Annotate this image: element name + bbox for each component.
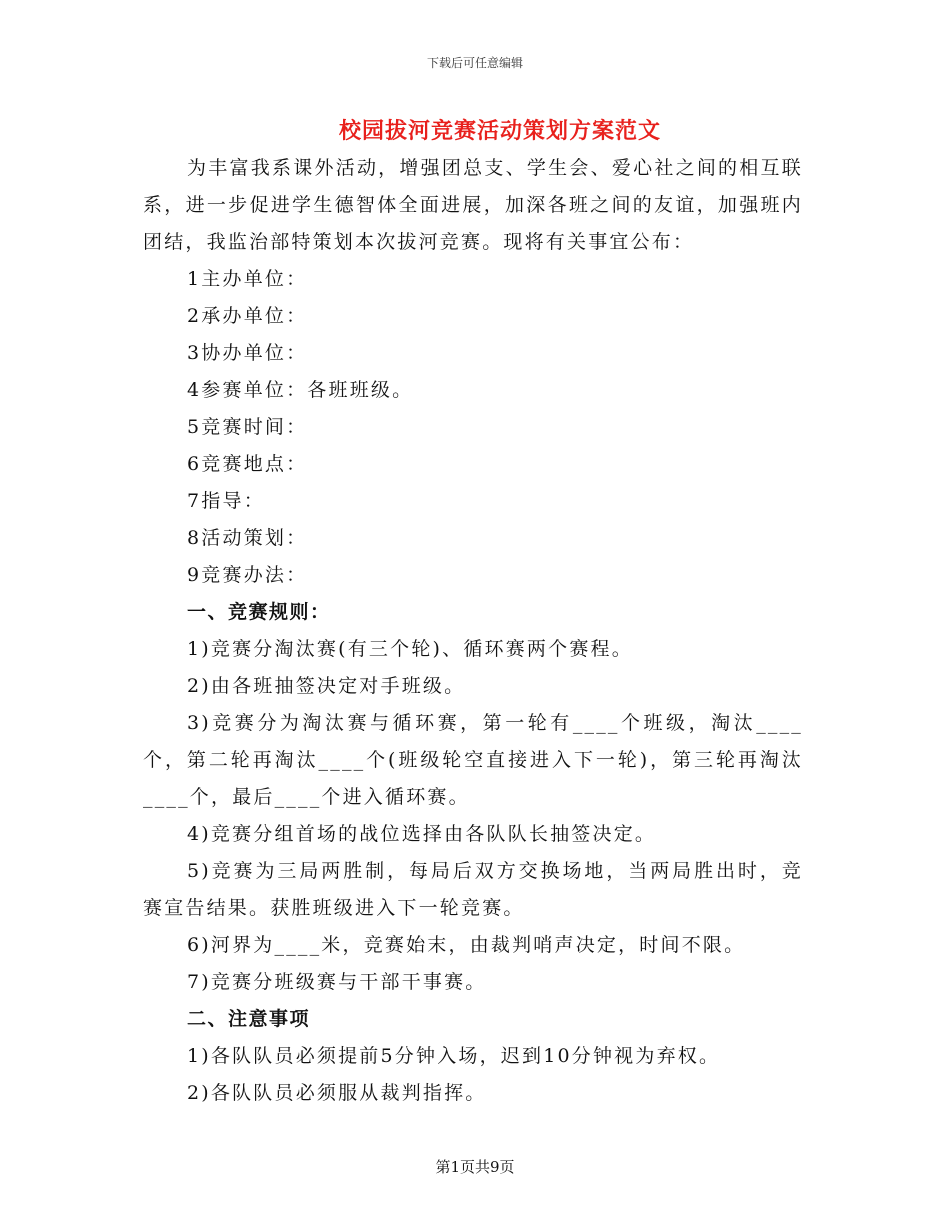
rule-item: 6)河界为____米，竞赛始末，由裁判哨声决定，时间不限。 [187,934,746,956]
info-item: 2承办单位： [187,305,308,327]
rule-item: 2)由各班抽签决定对手班级。 [187,675,466,697]
rule-item: 5)竞赛为三局两胜制，每局后双方交换场地，当两局胜出时，竞赛宣告结果。获胜班级进入下一轮竞赛。 [143,860,803,919]
info-item: 3协办单位： [187,342,308,364]
note-item: 1)各队队员必须提前5分钟入场，迟到10分钟视为弃权。 [187,1045,721,1067]
info-item: 5竞赛时间： [187,416,308,438]
document-body [143,150,803,1112]
header-note: 下载后可任意编辑 [426,56,523,70]
note-item: 2)各队队员必须服从裁判指挥。 [187,1082,487,1104]
info-item: 9竞赛办法： [187,564,308,586]
info-item: 1主办单位： [187,268,308,290]
info-item: 7指导： [187,490,265,512]
rule-item: 4)竞赛分组首场的战位选择由各队队长抽签决定。 [187,823,657,845]
info-item: 6竞赛地点： [187,453,308,475]
section-heading-notes: 二、注意事项 [187,1008,311,1030]
info-item: 4参赛单位：各班班级。 [187,379,414,401]
page-footer: 第1页共9页 [435,1158,515,1176]
rule-item: 3)竞赛分为淘汰赛与循环赛，第一轮有____个班级，淘汰____个，第二轮再淘汰____个(班级轮空直接进入下一轮)，第三轮再淘汰____个，最后____个进入循环赛。 [143,712,803,808]
rule-item: 7)竞赛分班级赛与干部干事赛。 [187,971,487,993]
intro-paragraph: 为丰富我系课外活动，增强团总支、学生会、爱心社之间的相互联系，进一步促进学生德智体全面进展，加深各班之间的友谊，加强班内团结，我监治部特策划本次拔河竞赛。现将有关事宜公布： [143,157,803,253]
info-item: 8活动策划： [187,527,308,549]
rule-item: 1)竞赛分淘汰赛(有三个轮)、循环赛两个赛程。 [187,638,633,660]
document-title: 校园拔河竞赛活动策划方案范文 [338,118,661,144]
section-heading-rules: 一、竞赛规则： [187,601,331,623]
